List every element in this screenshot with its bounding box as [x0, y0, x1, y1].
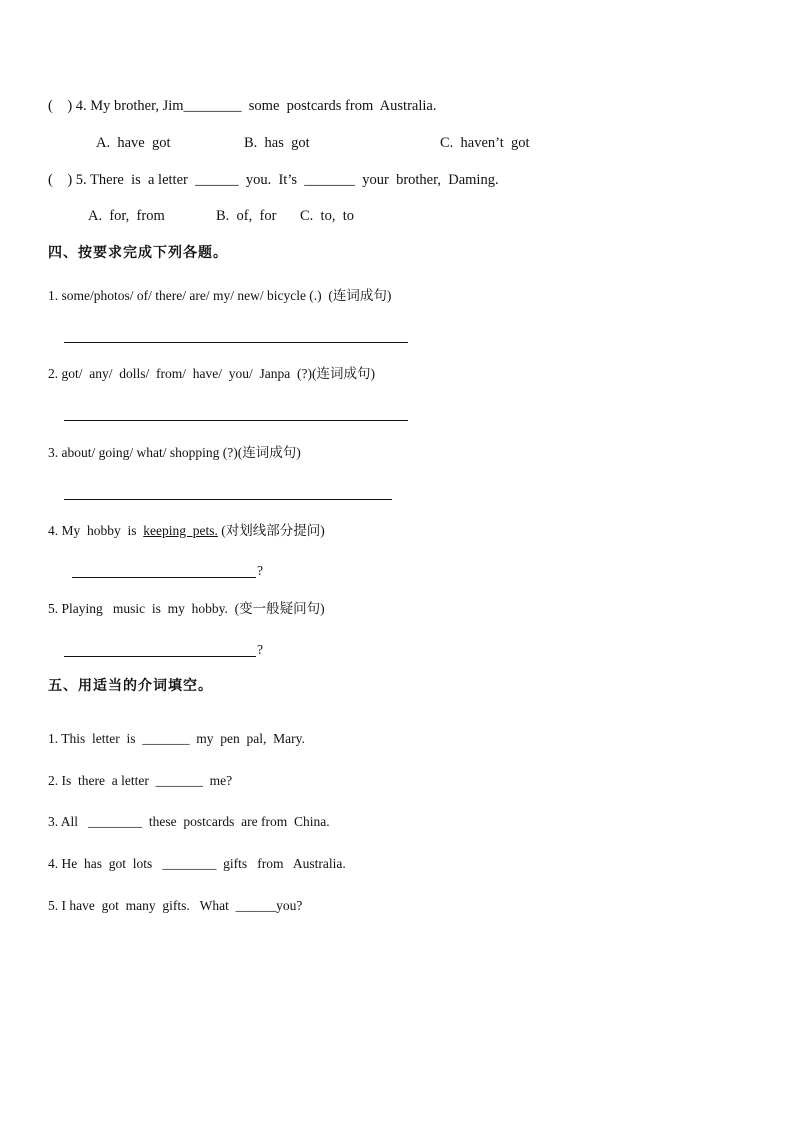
s5-item-4: 4. He has got lots ________ gifts from Australia. [48, 856, 346, 871]
mc-q4-stem: ( ) 4. My brother, Jim________ some postcards from Australia. [48, 98, 437, 114]
mc-q4-option-c: C. haven’t got [440, 135, 530, 151]
section4-heading: 四、按要求完成下列各题。 [48, 245, 228, 261]
s4-item-2: 2. got/ any/ dolls/ from/ have/ you/ Janpa (?)(连词成句) [48, 366, 375, 381]
s4-answer-line-3 [64, 499, 392, 500]
s4-answer-line-4 [72, 577, 256, 578]
s5-item-2: 2. Is there a letter _______ me? [48, 773, 233, 788]
s5-item-1: 1. This letter is _______ my pen pal, Mary. [48, 731, 305, 746]
s4-item-3: 3. about/ going/ what/ shopping (?)(连词成句) [48, 445, 301, 460]
mc-q4-option-b: B. has got [244, 135, 310, 151]
s5-item-5: 5. I have got many gifts. What ______you? [48, 898, 303, 913]
s4-item-4-pre: 4. My hobby is [48, 523, 144, 538]
section5-heading: 五、用适当的介词填空。 [48, 678, 213, 694]
s4-answer-line-1 [64, 342, 408, 343]
mc-q5-stem: ( ) 5. There is a letter ______ you. It’s _______ your brother, Daming. [48, 172, 499, 188]
mc-q5-option-b: B. of, for [216, 208, 277, 224]
s4-answer-5-qmark: ? [257, 642, 263, 657]
s4-item-4 [48, 522, 325, 540]
s4-answer-line-2 [64, 420, 408, 421]
mc-q5-option-a: A. for, from [88, 208, 165, 224]
s5-item-3: 3. All ________ these postcards are from China. [48, 814, 330, 829]
s4-item-1: 1. some/photos/ of/ there/ are/ my/ new/ bicycle (.) (连词成句) [48, 288, 392, 303]
s4-answer-4-qmark: ? [257, 563, 263, 578]
s4-answer-line-5 [64, 656, 256, 657]
s4-item-4-post: (对划线部分提问) [217, 523, 325, 538]
mc-q5-option-c: C. to, to [300, 208, 354, 224]
s4-item-5: 5. Playing music is my hobby. (变一般疑问句) [48, 601, 325, 616]
s4-item-4-underlined: keeping pets. [143, 523, 218, 538]
mc-q4-option-a: A. have got [96, 135, 171, 151]
